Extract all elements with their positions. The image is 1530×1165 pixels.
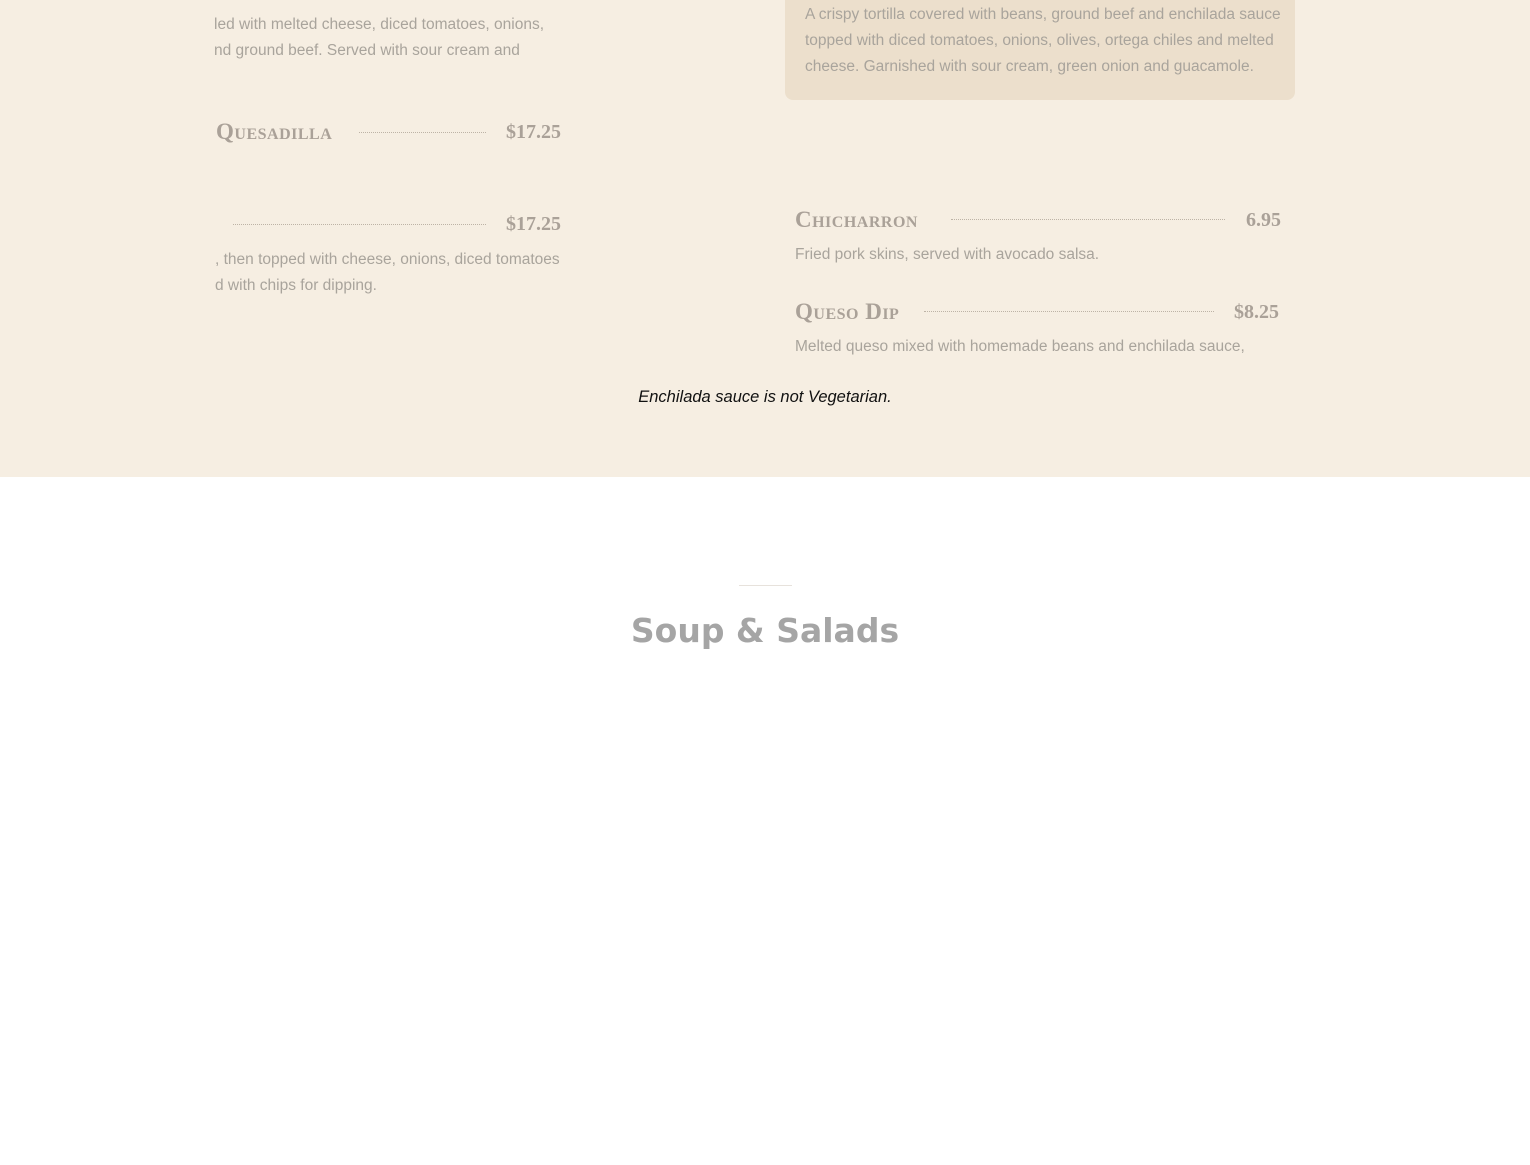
menu-item-description: , then topped with cheese, onions, diced tomatoes d with chips for dipping.: [215, 251, 560, 294]
menu-item-name: Quesadilla: [216, 119, 333, 144]
menu-item-name: Chicharron: [795, 207, 918, 232]
price-leader-dots: [359, 132, 486, 133]
menu-item-description: led with melted cheese, diced tomatoes, onions, nd ground beef. Served with sour cream and: [214, 16, 544, 59]
menu-section: [0, 0, 1530, 477]
price-leader-dots: [924, 311, 1214, 312]
menu-item-price: $17.25: [506, 213, 561, 235]
price-leader-dots: [951, 219, 1225, 220]
vegetarian-note: Enchilada sauce is not Vegetarian.: [638, 388, 892, 406]
menu-item-name: Queso Dip: [795, 299, 900, 324]
menu-item-price: $8.25: [1234, 301, 1279, 323]
menu-item-price: 6.95: [1246, 209, 1281, 231]
menu-item-description: Fried pork skins, served with avocado salsa.: [795, 246, 1100, 263]
menu-item-description: A crispy tortilla covered with beans, ground beef and enchilada sauce topped with diced tomatoes, onions, olives, ortega chiles and melted cheese. Garnished with sour cream, green onion and guacamole.: [805, 6, 1281, 75]
menu-item-description: Melted queso mixed with homemade beans and enchilada sauce,: [795, 338, 1245, 355]
menu-item-price: $17.25: [506, 121, 561, 143]
section-title-soup-salads: Soup & Salads: [630, 611, 900, 650]
price-leader-dots: [233, 224, 486, 225]
section-divider: [739, 585, 792, 586]
